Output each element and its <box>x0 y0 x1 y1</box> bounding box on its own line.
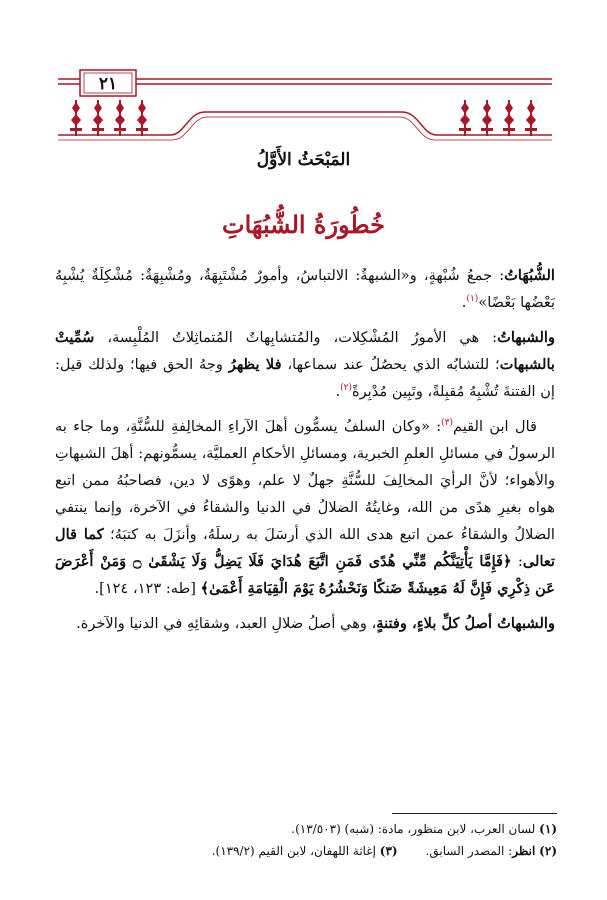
paragraph-meaning <box>55 324 555 405</box>
footnote-text: إغاثة اللهفان، لابن القيم (١٣٩/٢). <box>211 844 376 858</box>
paragraph-text: ؛ للتشابُه الذي يحصُلُ عند سماعها، <box>281 356 500 373</box>
paragraph-conclusion <box>55 610 555 637</box>
footnote-text: : المصدر السابق. <box>425 844 513 858</box>
paragraph-ibn-qayyim <box>55 413 555 602</box>
footnote-ref-3: (٣) <box>441 418 454 429</box>
footnote-row-2 <box>55 840 557 862</box>
term-summiyat: سُمِّيتْ بالشبهات <box>55 329 555 373</box>
chapter-title: خُطُورَةُ الشُّبُهَاتِ <box>221 210 386 239</box>
term-shubuhat: الشُّبُهَاتُ <box>504 267 555 284</box>
term-fala-yazhar: فلا يظهرُ <box>228 356 282 373</box>
footnote-number: (٢) <box>539 844 557 858</box>
footnote-ref-2: (٢) <box>340 383 352 394</box>
section-label: المَبْحَثُ الأَوَّلُ <box>256 150 351 170</box>
footnote-label: انظر <box>512 844 536 858</box>
paragraph-definition <box>55 262 555 316</box>
term-wal-shubuhat: والشبهاتُ <box>497 329 555 346</box>
footnote-ref-1: (١) <box>466 294 479 305</box>
quran-verse: ﴿فَإِمَّا يَأْتِيَنَّكُم مِّنِّي هُدًى فَمَنِ اتَّبَعَ هُدَايَ فَلَا يَضِلُّ وَلَا يَشْقَىٰ ۝ وَمَنْ أَعْرَضَ عَن ذِكْرِي فَإِنَّ لَهُ مَعِيشَةً ضَنكًا وَنَحْشُرُهُ يَوْمَ الْقِيَامَةِ أَعْمَىٰ﴾ <box>55 553 555 597</box>
footnote-number: (١) <box>539 822 557 836</box>
footnote-number: (٣) <box>379 844 398 858</box>
term-kama-qala: كما قال تعالى <box>55 526 555 570</box>
footnote-1 <box>55 818 557 840</box>
verse-citation: [طه: ١٢٣، ١٢٤] <box>99 580 201 597</box>
paragraph-text: ، وهي أصلُ ضلالِ العبد، وشقائِهِ في الدنيا والآخرة. <box>76 615 377 632</box>
footnote-3 <box>212 844 398 858</box>
paragraph-text: وجهُ الحق فيها؛ ولذلك قيل: إن الفتنةَ تُشْبِهُ مُقبِلةً، وتَبِين مُدْبِرةً <box>55 356 555 400</box>
punctuation: . <box>335 383 341 400</box>
page-number: ٢١ <box>98 74 118 94</box>
paragraph-text: : «وكان السلفُ يسمُّون أهلَ الآراءِ المخالِفةِ للسُّنَّةِ، وما جاء به الرسولُ في مسائلِ العلمِ الخبرية، ومسائلِ الأحكامِ العمليَّة، يسمُّونهم: أهلَ الشبهاتِ والأهواء؛ لأنَّ الرأيَ المخالِفَ للسُّنَّةِ جهلٌ لا علم، وهوًى لا دين، فصاحبُهُ ممن اتبع هواه بغيرِ هدًى من الله، وغايتُهُ الضلالُ في الدنيا والشقاءُ في الآخرة، وإنما ينتفي الضلالُ والشقاءُ عمن اتبع هدى الله الذي أرسَلَ به رسلَهُ، وأنزَلَ به كتبَهُ؛ <box>55 418 555 543</box>
punctuation: . <box>461 294 467 311</box>
paragraph-text: : هي الأمورُ المُشْكِلات، والمُتشابِهاتُ المُتماثِلاتُ المُلْبِسة، <box>94 329 498 346</box>
body-text <box>55 262 555 645</box>
footnotes <box>55 818 557 862</box>
footnote-text: لسان العرب، لابن منظور، مادة: (شبه) (١٣/٥٠٣). <box>291 822 536 836</box>
term-asl-bala: والشبهاتُ أصلُ كلِّ بلاءٍ، وفتنةٍ <box>376 615 555 632</box>
paragraph-text: : جمعُ شُبْهةٍ، و«الشبهةُ: الالتباسُ، وأمورٌ مُشْتَبِهَةٌ، ومُشْبِهَةٌ: مُشْكِلَةٌ يُشْبِهُ بَعْضُها بَعْضًا» <box>55 267 555 311</box>
paragraph-text: قال ابن القيم <box>453 418 537 435</box>
punctuation: : <box>511 553 523 570</box>
punctuation: . <box>94 580 100 597</box>
footnote-divider <box>392 813 557 814</box>
